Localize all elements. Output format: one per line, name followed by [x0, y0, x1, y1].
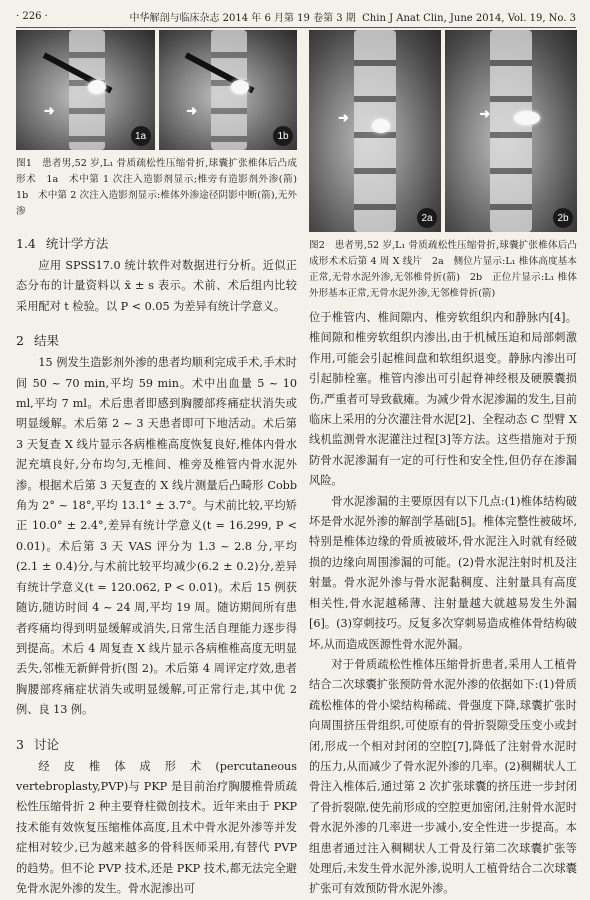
paragraph: 位于椎管内、椎间隙内、椎旁软组织内和静脉内[4]。椎间隙和椎旁软组织内渗出,由于机械压迫和局部刺激作用,可能会引起椎间盘和软组织退变。静脉内渗出可引起肺栓塞。椎管内渗出可引起脊神经根及硬膜囊损伤,严重者可导致截瘫。为减少骨水泥渗漏的发生,目前临床上采用的分次灌注骨水泥[2]、全程动态 C 型臂 X 线机监测骨水泥灌注过程[3]等方法。这些措施对于预防骨水泥渗漏有一定的可行性和安全性,但仍存在渗漏风险。	[309, 311, 577, 488]
right-column	[309, 30, 577, 900]
xray-image-1b	[159, 30, 298, 150]
journal-title-cn: 中华解剖与临床杂志 2014 年 6 月第 19 卷第 3 期	[129, 12, 356, 24]
figure1	[16, 30, 297, 150]
section-number: 1.4	[16, 236, 36, 251]
xray-image-2b	[445, 30, 577, 232]
spine-shadow	[490, 30, 532, 232]
journal-citation	[129, 9, 576, 24]
arrow-icon: ➜	[479, 106, 491, 122]
section-title: 结果	[33, 333, 59, 349]
figure1-caption: 图1 患者男,52 岁,L₁ 骨质疏松性压缩骨折,球囊扩张椎体后凸成形术 1a 术中第 1 次注入造影剂显示;椎旁有造影剂外渗(箭) 1b 术中第 2 次注入造影剂显示:椎体外渗途径阴影中断(箭),无外渗	[16, 158, 307, 217]
journal-title-en: Chin J Anat Clin, June 2014, Vol. 19, No. 3	[362, 12, 576, 24]
contrast-blob	[231, 80, 249, 94]
paragraph: 经皮椎体成形术(percutaneous vertebroplasty,PVP)与 PKP 是目前治疗胸腰椎骨质疏松性压缩骨折 2 种主要脊柱微创技术。近年来由于 PKP 技术能有效恢复压缩椎体高度,且术中骨水泥外渗等并发症相对较少,已为越来越多的骨科医师采用,有替代 PVP 的趋势。但不论 PVP 技术,还是 PKP 技术,都无法完全避免骨水泥外渗的发生。骨水泥渗出可	[16, 759, 297, 895]
panel-label-1a: 1a	[131, 126, 151, 146]
panel-label-2b: 2b	[553, 208, 573, 228]
section-title: 统计学方法	[45, 236, 109, 251]
paragraph: 应用 SPSS17.0 统计软件对数据进行分析。近似正态分布的计量资料以 x̄ ± s 表示。术前、术后组内比较采用配对 t 检验。以 P < 0.05 为差异有统计学意义。	[16, 259, 297, 313]
arrow-icon: ➜	[338, 110, 349, 126]
page-number: · 226 ·	[16, 10, 48, 22]
panel-label-1b: 1b	[273, 126, 293, 146]
section-number: 3	[16, 736, 24, 752]
panel-label-2a: 2a	[417, 208, 437, 228]
running-header	[16, 8, 576, 28]
arrow-icon: ➜	[186, 104, 198, 120]
section-3-heading	[16, 735, 297, 753]
section-2-heading	[16, 331, 297, 349]
arrow-icon: ➜	[43, 104, 55, 120]
paragraph: 15 例发生造影剂外渗的患者均顺利完成手术,手术时间 50 ~ 70 min,平均 59 min。术中出血量 5 ~ 10 ml,平均 7 ml。术后患者即感到胸腰部疼痛症状消失或明显缓解。术后第 2 ~ 3 天患者即可下地活动。术后第 3 天复查 X 线片显示各病椎椎高度恢复良好,椎体内骨水泥充填良好,分布均匀,无椎间、椎旁及椎管内骨水泥外渗。根据术后第 3 天复查的 X 线片测量后凸畸形 Cobb 角为 2° ~ 18°,平均 13.1° ± 3.7°。与术前比较,平均矫正 10.0° ± 2.4°,差异有统计学意义(t = 16.299, P < 0.01)。术后第 3 天 VAS 评分为 1.3 ~ 2.8 分,平均(2.1 ± 0.4)分,与术前比较平均减少(6.2 ± 0.2)分,差异有统计学意义(t = 120.062, P < 0.01)。术后 15 例获随访,随访时间 4 ~ 24 周,平均 19 周。随访期间所有患者疼痛均得到明显缓解或消失,日常生活自理能力逐步得到提高。术后 4 周复查 X 线片显示各病椎椎高度无明显丢失,邻椎无新鲜骨折(图 2)。术后第 4 周评定疗效,患者胸腰部疼痛症状消失或明显缓解,可正常行走,其中优 2 例、良 13 例。	[16, 356, 297, 717]
left-column	[16, 30, 307, 899]
paragraph: 骨水泥渗漏的主要原因有以下几点:(1)椎体结构破坏是骨水泥外渗的解剖学基础[5]。椎体完整性被破坏,特别是椎体边缘的骨质被破坏,骨水泥注入时就有经破损的边缘向周围渗漏的可能。(2)骨水泥注射时机及注射量。骨水泥外渗与骨水泥黏稠度、注射量具有高度相关性,骨水泥越稀薄、注射量越大就越易发生外漏[6]。(3)穿刺技巧。反复多次穿刺易造成椎体骨结构破坏,从而造成医源性骨水泥外漏。	[309, 494, 577, 651]
section-number: 2	[16, 333, 24, 349]
paragraph: 对于骨质疏松性椎体压缩骨折患者,采用人工植骨结合二次球囊扩张预防骨水泥外渗的依据如下:(1)骨质疏松椎体的骨小梁结构稀疏、骨强度下降,球囊扩张时向周围挤压骨组织,可使原有的骨折裂隙受压变小或封闭,形成一个相对封闭的空腔[7],降低了注射骨水泥时的压力,从而减少了骨水泥外渗的几率。(2)稠糊状人工骨注入椎体后,通过第 2 次扩张球囊的挤压进一步封闭了骨折裂隙,使先前形成的空腔更加密闭,注射骨水泥时骨水泥外渗的几率进一步减小,安全性进一步提高。本组患者通过注入稠糊状人工骨及行第二次球囊扩张等处理后,未发生骨水泥外渗,说明人工植骨结合二次球囊扩张可有效预防骨水泥外渗。	[309, 657, 577, 896]
figure2	[309, 30, 577, 232]
xray-image-2a	[309, 30, 441, 232]
figure2-caption: 图2 患者男,52 岁,L₁ 骨质疏松性压缩骨折,球囊扩张椎体后凸成形术术后第 4 周 X 线片 2a 侧位片显示:L₁ 椎体高度基本正常,无骨水泥外渗,无邻椎骨折(箭) 2b 正位片显示:L₁ 椎体外形基本正常,无骨水泥外渗,无邻椎骨折(箭)	[309, 240, 577, 299]
xray-image-1a	[16, 30, 155, 150]
section-title: 讨论	[33, 736, 59, 752]
cement-blob	[514, 111, 540, 125]
section-1-4-heading	[16, 234, 297, 252]
